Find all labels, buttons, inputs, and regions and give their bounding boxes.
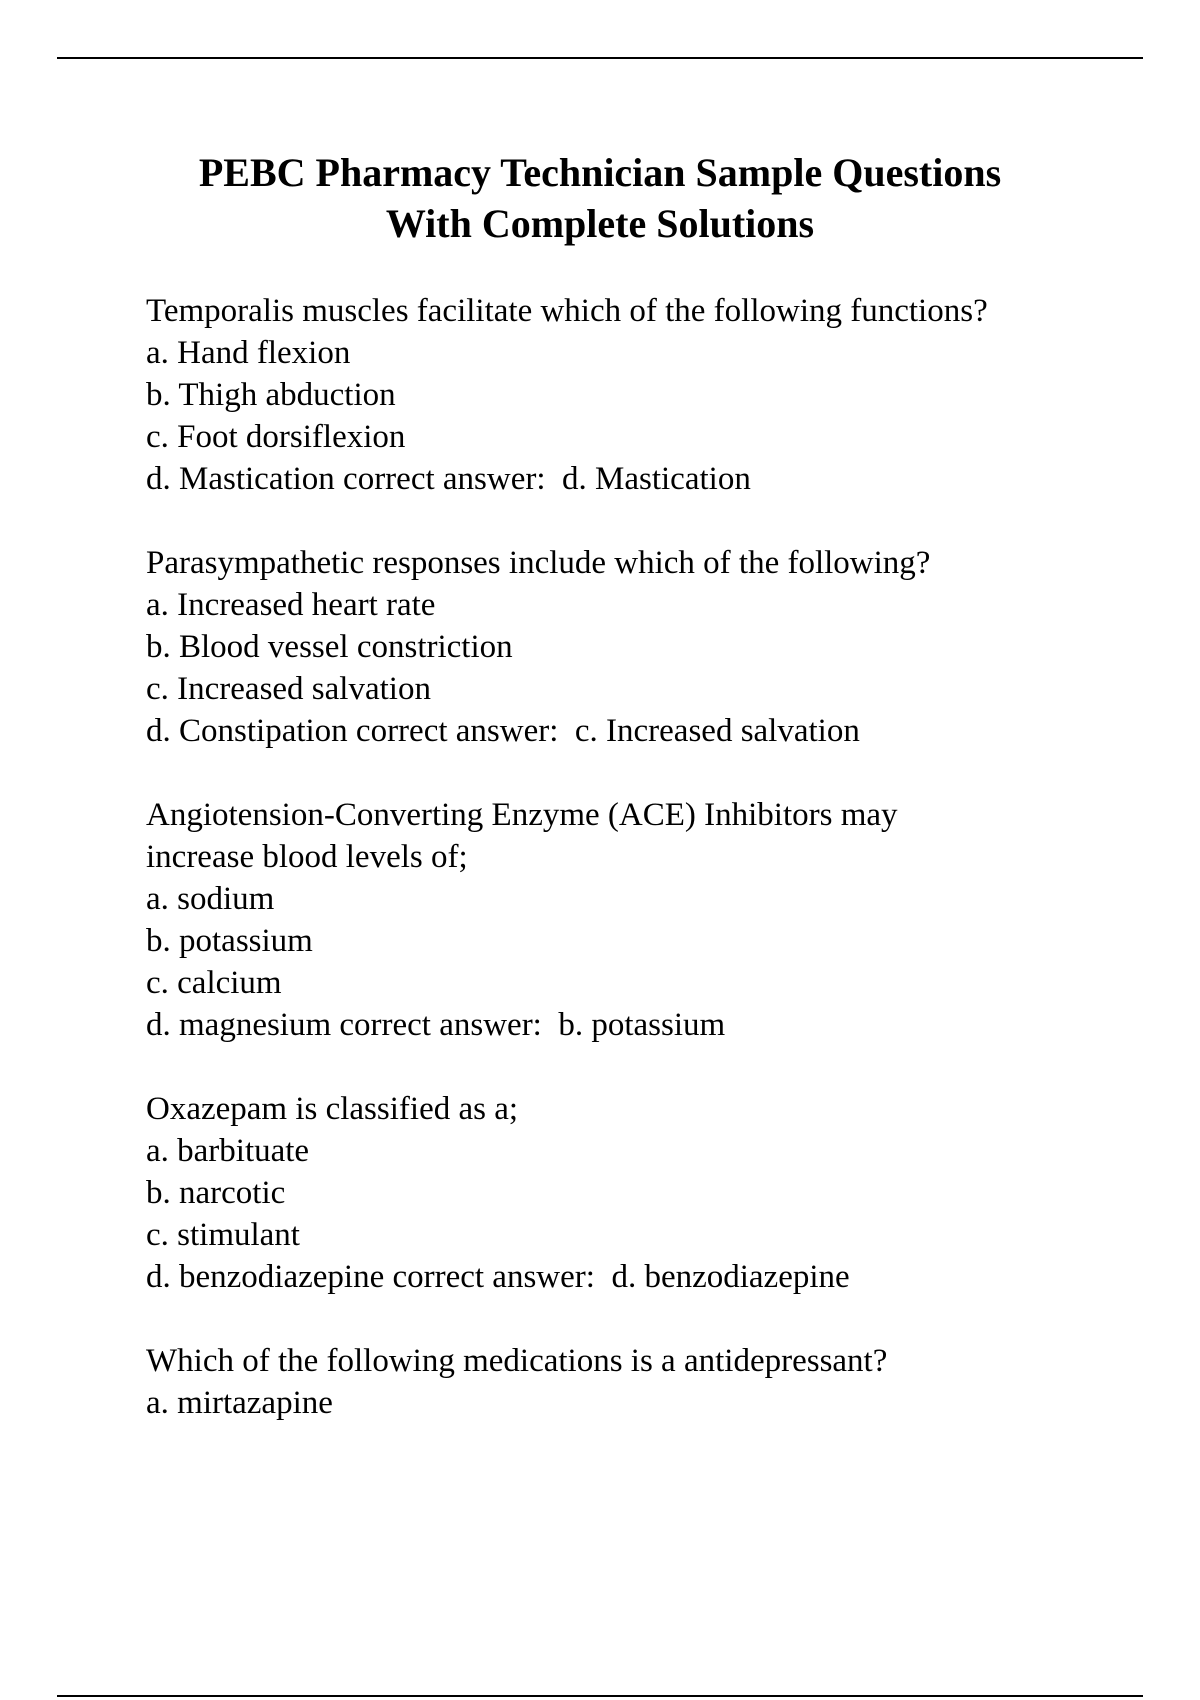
option-a: a. mirtazapine — [146, 1385, 333, 1421]
question-2 — [146, 542, 1106, 752]
option-d: d. Constipation correct answer: — [146, 713, 559, 749]
question-4 — [146, 1088, 1106, 1298]
question-prompt-line-1: Angiotension-Converting Enzyme (ACE) Inhibitors may — [146, 797, 898, 833]
page-title — [100, 147, 1100, 249]
correct-answer: d. benzodiazepine — [594, 1259, 850, 1295]
title-line-1: PEBC Pharmacy Technician Sample Questions — [198, 150, 1002, 195]
option-b: b. potassium — [146, 923, 313, 959]
title-line-2: With Complete Solutions — [385, 201, 815, 246]
option-a: a. Increased heart rate — [146, 587, 436, 623]
correct-answer: c. Increased salvation — [558, 713, 860, 749]
question-1 — [146, 290, 1106, 500]
option-d: d. Mastication correct answer: — [146, 461, 546, 497]
question-prompt: Oxazepam is classified as a; — [146, 1091, 519, 1127]
option-d-with-answer — [146, 1004, 1106, 1046]
question-prompt: Which of the following medications is a antidepressant? — [146, 1343, 888, 1379]
option-b: b. narcotic — [146, 1175, 286, 1211]
option-c: c. calcium — [146, 965, 282, 1001]
option-b: b. Blood vessel constriction — [146, 629, 513, 665]
option-d: d. magnesium correct answer: — [146, 1007, 542, 1043]
correct-answer: d. Mastication — [545, 461, 751, 497]
option-c: c. stimulant — [146, 1217, 300, 1253]
option-a: a. sodium — [146, 881, 275, 917]
option-a: a. Hand flexion — [146, 335, 351, 371]
option-d-with-answer — [146, 1256, 1106, 1298]
bottom-rule — [57, 1695, 1143, 1697]
option-d-with-answer — [146, 458, 1106, 500]
option-c: c. Increased salvation — [146, 671, 431, 707]
option-a: a. barbituate — [146, 1133, 310, 1169]
option-d-with-answer — [146, 710, 1106, 752]
question-prompt: Temporalis muscles facilitate which of the following functions? — [146, 293, 988, 329]
option-b: b. Thigh abduction — [146, 377, 396, 413]
correct-answer: b. potassium — [541, 1007, 726, 1043]
option-d: d. benzodiazepine correct answer: — [146, 1259, 595, 1295]
question-3 — [146, 794, 1106, 1046]
questions-list — [146, 290, 1106, 1466]
option-c: c. Foot dorsiflexion — [146, 419, 406, 455]
question-5 — [146, 1340, 1106, 1424]
top-rule — [57, 57, 1143, 59]
question-prompt-line-2: increase blood levels of; — [146, 839, 468, 875]
question-prompt: Parasympathetic responses include which of the following? — [146, 545, 931, 581]
